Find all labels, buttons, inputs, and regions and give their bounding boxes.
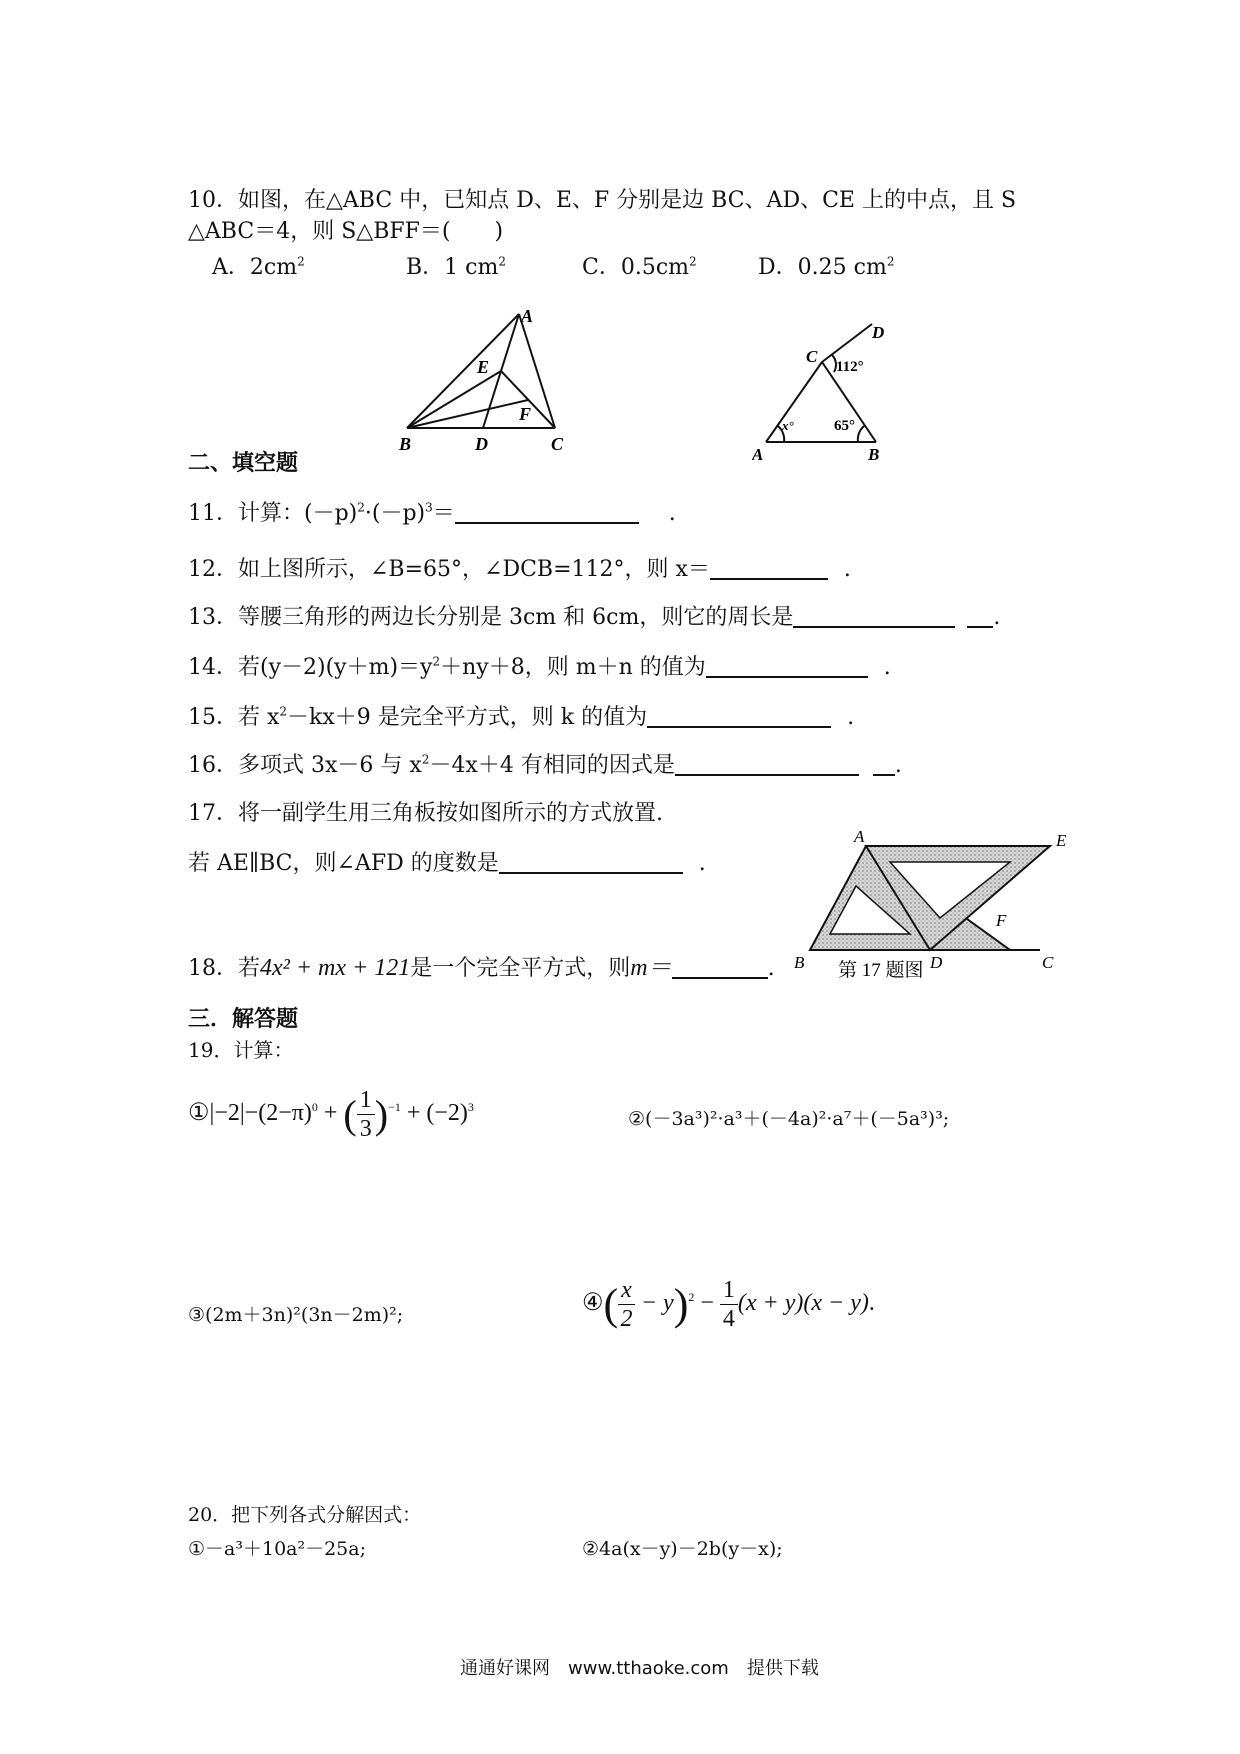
section-solve-title: 三．解答题 bbox=[188, 1007, 299, 1032]
fig3-label-f: F bbox=[996, 911, 1007, 930]
fig1-label-a: A bbox=[521, 306, 534, 326]
fig3-label-a: A bbox=[854, 827, 865, 846]
fig1-label-c: C bbox=[551, 434, 564, 454]
fig2-angle-x: x° bbox=[782, 418, 794, 433]
q19-part2: ②(－3a³)²·a³＋(－4a)²·a⁷＋(－5a³)³; bbox=[628, 1108, 950, 1130]
q14-answer-blank[interactable] bbox=[706, 654, 868, 678]
q13-blank-tail bbox=[967, 604, 993, 628]
q17-line1: 17．将一副学生用三角板按如图所示的方式放置. bbox=[188, 801, 663, 826]
fig1-label-f: F bbox=[519, 404, 532, 424]
fig2-angle-65: 65° bbox=[834, 418, 855, 434]
fig2-label-b: B bbox=[868, 445, 880, 464]
fig3-label-b: B bbox=[794, 953, 805, 972]
q10-line1: 10．如图，在△ABC 中，已知点 D、E、F 分别是边 BC、AD、CE 上的中点，且 S bbox=[188, 188, 1017, 213]
q20-part2: ②4a(x－y)－2b(y－x); bbox=[582, 1538, 783, 1560]
fig2-label-c: C bbox=[806, 347, 818, 366]
section-fill-in-title: 二、填空题 bbox=[188, 451, 299, 476]
fig3-label-d: D bbox=[930, 953, 943, 972]
q16-blank-tail bbox=[873, 752, 895, 776]
q19-part1: $①|-2|-(2-\pi)^0$ + ( $\frac{1}{3}$ )$^{-1} + (-2)^3$ bbox=[188, 1087, 474, 1142]
q19-title: 19．计算： bbox=[188, 1038, 294, 1062]
q13-answer-blank[interactable] bbox=[793, 604, 955, 628]
fig3-caption: 第 17 题图 bbox=[838, 960, 924, 981]
q10-option-d: D．0.25 $cm^2$ bbox=[758, 254, 895, 280]
q16-answer-blank[interactable] bbox=[675, 752, 859, 776]
q10-line2: △ABC＝4，则 S△BFF＝( ) bbox=[188, 219, 504, 244]
q10-option-a: A．$2cm^2$ bbox=[212, 254, 305, 280]
q19-part3: ③(2m＋3n)²(3n－2m)²; bbox=[188, 1304, 404, 1326]
fig3-label-c: C bbox=[1042, 953, 1054, 972]
fig2-angle-112: 112° bbox=[836, 359, 864, 375]
fig1-label-d: D bbox=[475, 434, 488, 454]
q11: 11．计算：$(-p)^2\cdot(-p)^3=$ . bbox=[188, 500, 676, 526]
q18-answer-blank[interactable] bbox=[672, 955, 768, 979]
fig1-label-b: B bbox=[399, 434, 412, 454]
q15-answer-blank[interactable] bbox=[647, 704, 831, 728]
q20-title: 20．把下列各式分解因式： bbox=[188, 1504, 422, 1526]
q11-answer-blank[interactable] bbox=[455, 500, 639, 524]
q19-part4: ④( $\frac{x}{2}$ − y)$^2$ − $\frac{1}{4}$ (x + y)(x − y). bbox=[582, 1277, 875, 1332]
q20-part1: ①－a³＋10a²－25a; bbox=[188, 1538, 367, 1560]
fig3-label-e: E bbox=[1056, 831, 1067, 850]
q15: 15．若 $x^2-kx+9$ 是完全平方式，则 k 的值为 . bbox=[188, 704, 855, 730]
fig2-label-a: A bbox=[752, 445, 764, 464]
q10-option-b: B．1 $cm^2$ bbox=[406, 254, 506, 280]
q10-option-c: C．$0.5cm^2$ bbox=[582, 254, 697, 280]
q17-line2: 若 AE∥BC，则∠AFD 的度数是 . bbox=[188, 851, 706, 876]
q12-answer-blank[interactable] bbox=[710, 556, 828, 580]
q13: 13．等腰三角形的两边长分别是 3cm 和 6cm，则它的周长是 . bbox=[188, 605, 1001, 630]
q12: 12．如上图所示，∠B=65°，∠DCB=112°，则 x＝ . bbox=[188, 557, 851, 582]
fig2-label-d: D bbox=[872, 323, 885, 342]
q14: 14．若$(y-2)(y+m)=y^2+ny+8$，则 m＋n 的值为 . bbox=[188, 654, 891, 680]
set-squares-figure bbox=[790, 826, 1090, 986]
fig1-label-e: E bbox=[477, 357, 490, 377]
footer-text: 通通好课网 www.tthaoke.com 提供下载 bbox=[460, 1658, 819, 1679]
q17-answer-blank[interactable] bbox=[499, 850, 683, 874]
angle-triangle-figure bbox=[752, 316, 902, 466]
q18: 18．若4x² + mx + 121是一个完全平方式，则m＝ . bbox=[188, 955, 775, 981]
q16: 16．多项式 3x－6 与 $x^2-4x+4$ 有相同的因式是 . bbox=[188, 752, 902, 778]
triangle-abc-figure bbox=[395, 300, 585, 460]
